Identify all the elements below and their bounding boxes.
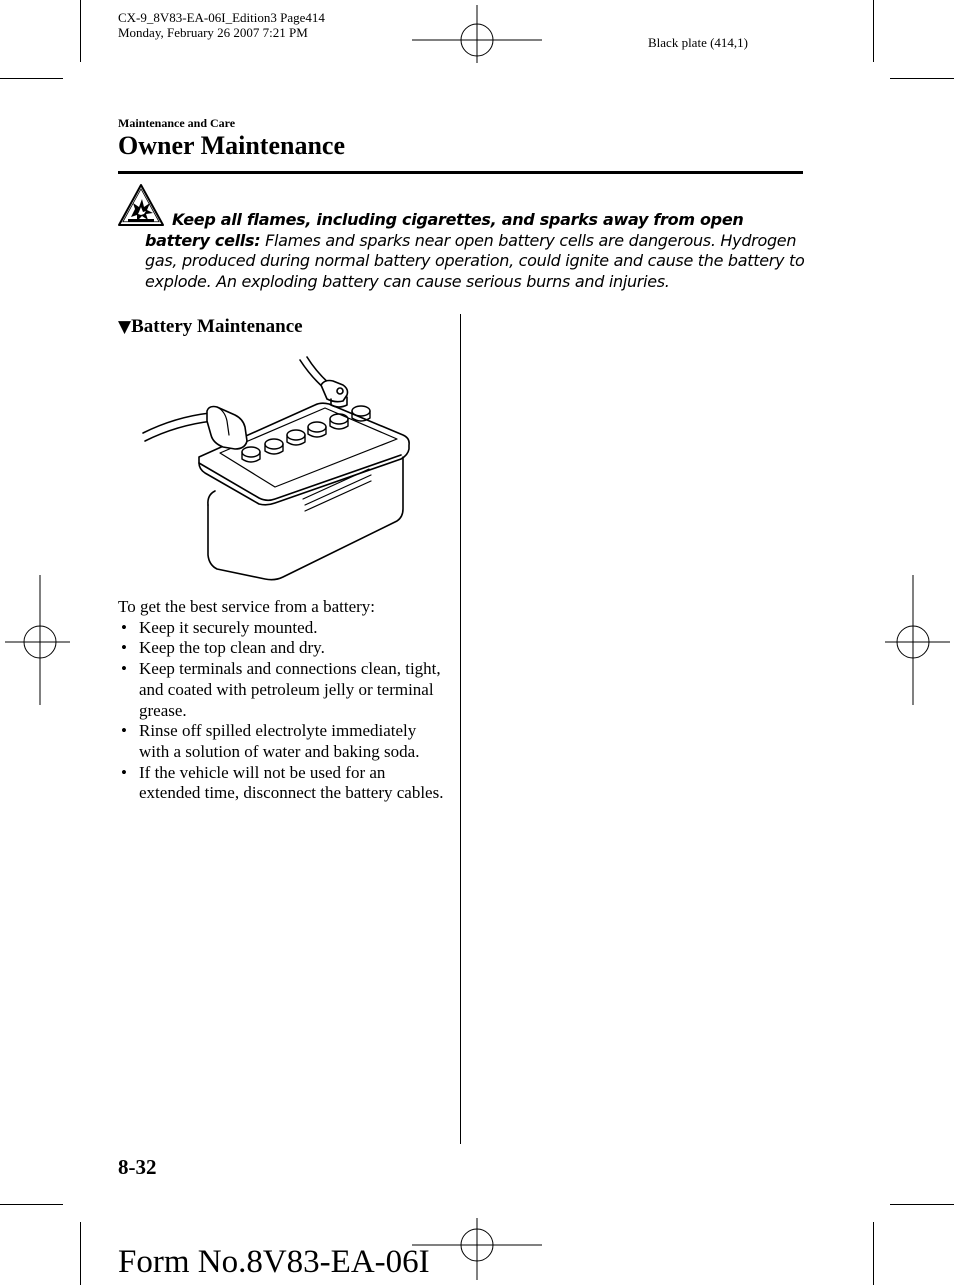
list-item: • Keep the top clean and dry. [121,638,325,658]
battery-illustration [135,355,420,585]
warning-body: Flames and sparks near open battery cells are dangerous. Hydrogen gas, produced during normal battery operation, could ignite and cause the battery to explode. An exploding battery can cause serious burns and injuries. [145,230,805,292]
list-item: • Keep terminals and connections clean, tight, and coated with petroleum jelly or terminal grease. [121,659,441,720]
list-item: • If the vehicle will not be used for an extended time, disconnect the battery cables. [121,762,444,803]
list-item: • Rinse off spilled electrolyte immediately with a solution of water and baking soda. [121,721,420,761]
registration-mark-right [880,575,950,705]
battery-care-text [118,597,448,804]
registration-mark-left [5,575,75,705]
bullet-icon: • [121,617,127,637]
sub-heading-text: Battery Maintenance [131,316,303,337]
section-label: Maintenance and Care [118,116,236,130]
warning-message [145,210,810,293]
title-rule [118,171,803,174]
sub-heading [118,316,303,338]
column-divider [460,314,461,1144]
plate-info: Black plate (414,1) [648,35,748,50]
print-file-info [118,10,325,40]
list-item: • Keep it securely mounted. [121,617,318,637]
triangle-marker-icon: ▼ [118,317,132,337]
bullet-icon: • [121,659,127,679]
bullet-icon: • [121,762,127,782]
bullet-list [118,618,448,804]
bullet-icon: • [121,638,127,658]
page-title: Owner Maintenance [118,131,345,160]
warning-title: Keep all flames, including cigarettes, and sparks away from open battery cells: [145,210,744,250]
intro-text: To get the best service from a battery: [118,597,376,616]
date-line: Monday, February 26 2007 7:21 PM [118,25,308,40]
form-number: Form No.8V83-EA-06I [118,1244,430,1280]
registration-mark-top [412,5,542,75]
file-line: CX-9_8V83-EA-06I_Edition3 Page414 [118,10,325,25]
page-number: 8-32 [118,1155,157,1179]
bullet-icon: • [121,721,127,741]
registration-mark-bottom [412,1210,542,1280]
